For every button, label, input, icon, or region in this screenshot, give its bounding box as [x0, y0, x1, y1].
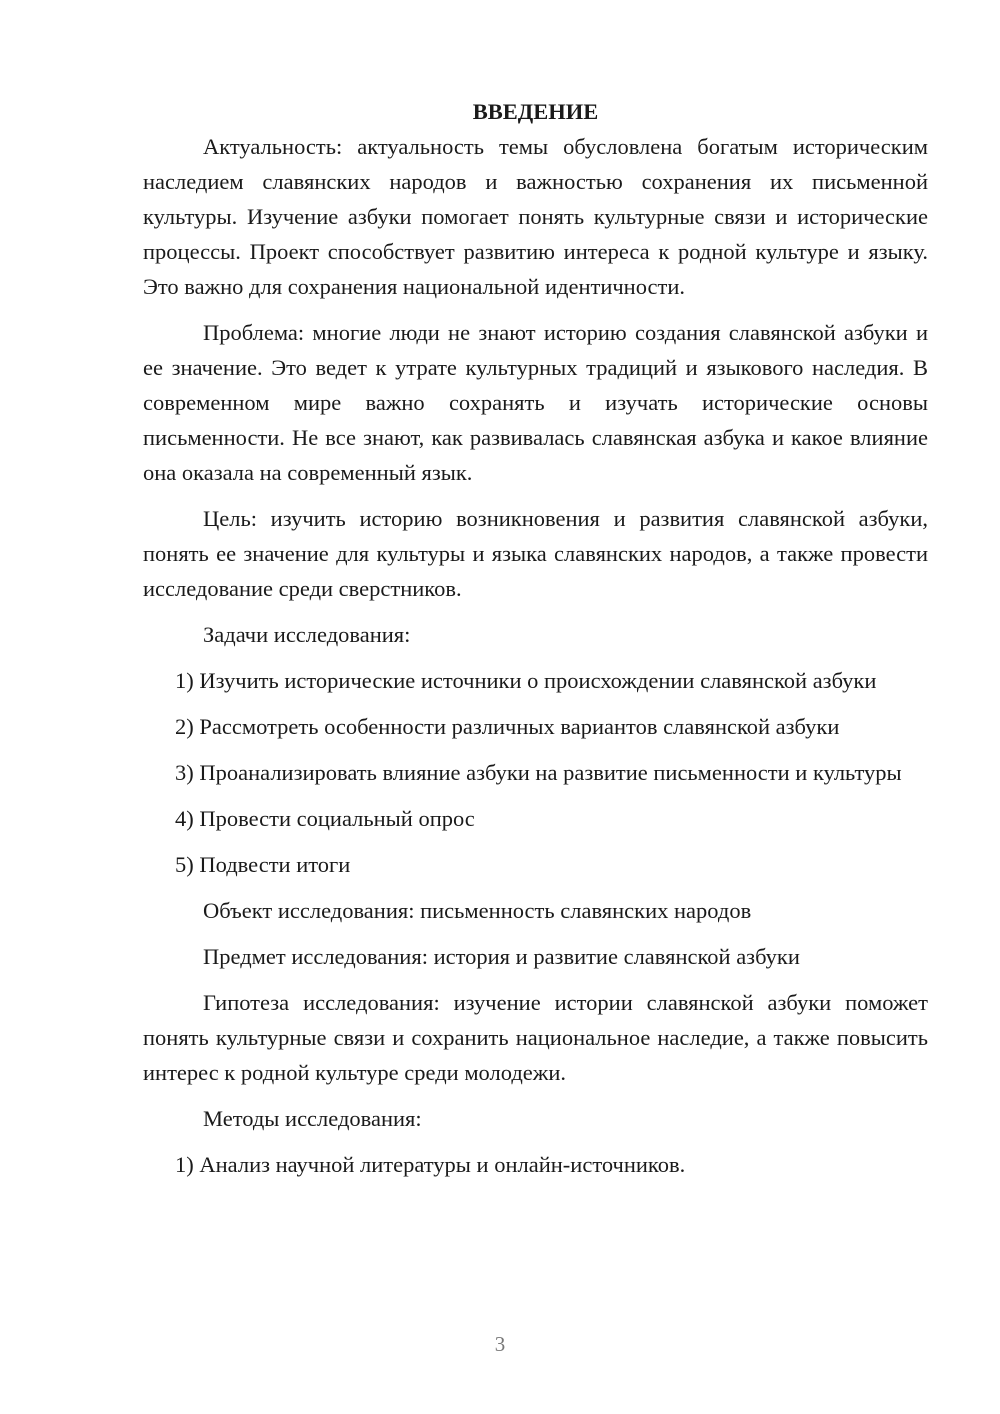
page-number: 3	[494, 1332, 506, 1356]
relevance-paragraph: Актуальность: актуальность темы обусловлена богатым историческим наследием славянских народов и важностью сохранения их письменной культуры. Изучение азбуки помогает понять культурные связи и исторические процессы. Проект способствует развитию интереса к родной культуре и языку. Это важно для сохранения национальной идентичности.	[143, 134, 928, 299]
task-item-5: 5) Подвести итоги	[175, 852, 351, 877]
task-item-4: 4) Провести социальный опрос	[175, 806, 475, 831]
task-item-3: 3) Проанализировать влияние азбуки на развитие письменности и культуры	[175, 760, 902, 785]
page-title: ВВЕДЕНИЕ	[472, 99, 599, 124]
goal-paragraph: Цель: изучить историю возникновения и развития славянской азбуки, понять ее значение для культуры и языка славянских народов, а также провести исследование среди сверстников.	[143, 506, 928, 601]
object-line: Объект исследования: письменность славянских народов	[203, 898, 752, 923]
tasks-heading: Задачи исследования:	[203, 622, 411, 647]
method-item-1: 1) Анализ научной литературы и онлайн-источников.	[175, 1152, 686, 1177]
methods-heading: Методы исследования:	[203, 1106, 422, 1131]
task-item-2: 2) Рассмотреть особенности различных вариантов славянской азбуки	[175, 714, 840, 739]
page-content	[143, 94, 928, 1182]
subject-line: Предмет исследования: история и развитие славянской азбуки	[203, 944, 800, 969]
hypothesis-paragraph: Гипотеза исследования: изучение истории славянской азбуки поможет понять культурные связи и сохранить национальное наследие, а также повысить интерес к родной культуре среди молодежи.	[143, 990, 928, 1085]
problem-paragraph: Проблема: многие люди не знают историю создания славянской азбуки и ее значение. Это ведет к утрате культурных традиций и языкового наследия. В современном мире важно сохранять и изучать исторические основы письменности. Не все знают, как развивалась славянская азбука и какое влияние она оказала на современный язык.	[143, 320, 928, 485]
task-item-1: 1) Изучить исторические источники о происхождении славянской азбуки	[175, 668, 877, 693]
